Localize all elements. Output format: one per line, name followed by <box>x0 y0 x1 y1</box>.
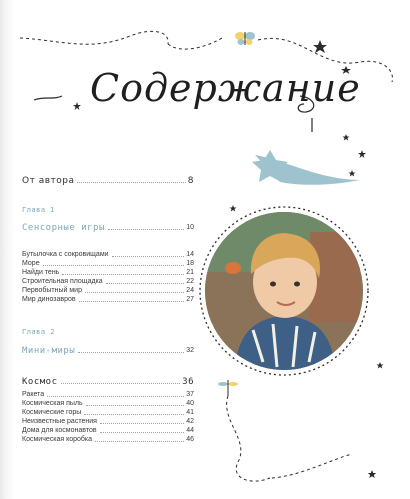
toc-label: Первобытный мир <box>22 287 82 294</box>
chapter-2-tag: Глава 2 <box>22 328 56 336</box>
toc-label: Космические горы <box>22 409 82 416</box>
dotted-leader <box>77 181 185 183</box>
toc-page-number: 42 <box>186 418 194 425</box>
star-icon <box>358 150 366 158</box>
star-icon <box>73 102 81 110</box>
toc-label: Бутылочка с сокровищами <box>22 251 109 258</box>
toc-page-number: 24 <box>186 287 194 294</box>
dashed-trail-bottom-right <box>272 454 352 478</box>
child-figure <box>205 212 363 370</box>
toc-label: Космос <box>22 377 58 387</box>
dotted-leader <box>47 395 184 397</box>
toc-page-number: 44 <box>186 427 194 434</box>
toc-page-number: 10 <box>186 224 194 231</box>
swirl-line <box>34 96 62 100</box>
butterfly-icon <box>235 32 255 45</box>
dotted-leader <box>95 440 184 442</box>
toc-page-number: 36 <box>182 377 194 387</box>
dotted-leader <box>78 351 184 353</box>
dotted-leader <box>112 255 185 257</box>
dotted-leader <box>84 413 184 415</box>
toc-label: Космическая пыль <box>22 400 83 407</box>
toc-entry[interactable] <box>22 269 194 277</box>
toc-entry[interactable] <box>22 287 194 295</box>
page-title: Содержание <box>90 66 361 110</box>
star-icon <box>343 134 350 141</box>
toc-page-number: 14 <box>186 251 194 258</box>
star-icon <box>368 470 376 478</box>
dashed-swirl-top <box>20 31 168 44</box>
toc-label: Мир динозавров <box>22 296 76 303</box>
dotted-leader <box>106 282 185 284</box>
star-icon <box>377 362 384 369</box>
toc-entry-from-author[interactable] <box>22 177 194 185</box>
toc-page-number: 18 <box>186 260 194 267</box>
toc-entry-chapter-2[interactable] <box>22 347 194 355</box>
toc-page-number: 8 <box>187 176 194 186</box>
toc-page-number: 46 <box>186 436 194 443</box>
toc-label: От автора <box>22 176 75 186</box>
toc-page-number: 41 <box>186 409 194 416</box>
toc-entry[interactable] <box>22 409 194 417</box>
star-icon <box>313 40 327 53</box>
toc-entry[interactable] <box>22 400 194 408</box>
toc-label: Найди тень <box>22 269 60 276</box>
dotted-leader <box>108 228 184 230</box>
toc-entry[interactable] <box>22 436 194 444</box>
toc-label: Неизвестные растения <box>22 418 97 425</box>
toc-entry[interactable] <box>22 391 194 399</box>
toc-label: Дома для космонавтов <box>22 427 97 434</box>
dotted-leader <box>85 291 184 293</box>
toc-page-number: 21 <box>186 269 194 276</box>
toc-entry[interactable] <box>22 278 194 286</box>
child-photo <box>205 212 363 370</box>
toc-entry[interactable] <box>22 251 194 259</box>
dotted-leader <box>62 273 184 275</box>
star-icon <box>230 205 237 212</box>
dotted-leader <box>100 431 185 433</box>
dotted-leader <box>100 422 184 424</box>
toc-label: Море <box>22 260 40 267</box>
dragonfly-icon <box>218 380 238 396</box>
toc-page-number: 27 <box>186 296 194 303</box>
toc-entry[interactable] <box>22 418 194 426</box>
toc-page-number: 37 <box>186 391 194 398</box>
toc-page-number: 32 <box>186 347 194 354</box>
toc-entry[interactable] <box>22 296 194 304</box>
toc-label: Космическая коробка <box>22 436 93 443</box>
toc-page-number: 22 <box>186 278 194 285</box>
chapter-1-tag: Глава 1 <box>22 206 56 214</box>
dotted-leader <box>86 404 185 406</box>
toc-entry-space[interactable] <box>22 378 194 386</box>
star-icon <box>349 170 356 177</box>
toc-entry[interactable] <box>22 427 194 435</box>
toc-label: Сенсорные игры <box>22 223 105 233</box>
toc-entry[interactable] <box>22 260 194 268</box>
dashed-trail-top <box>168 38 222 49</box>
toc-label: Ракета <box>22 391 45 398</box>
dotted-leader <box>61 382 181 384</box>
toc-entry-chapter-1[interactable] <box>22 224 194 232</box>
toc-page-number: 40 <box>186 400 194 407</box>
dotted-leader <box>79 300 185 302</box>
toc-label: Мини-миры <box>22 346 76 356</box>
dotted-leader <box>43 264 185 266</box>
toc-label: Строительная площадка <box>22 278 103 285</box>
shooting-star-icon <box>252 150 360 185</box>
dashed-trail-bottom <box>227 396 270 481</box>
